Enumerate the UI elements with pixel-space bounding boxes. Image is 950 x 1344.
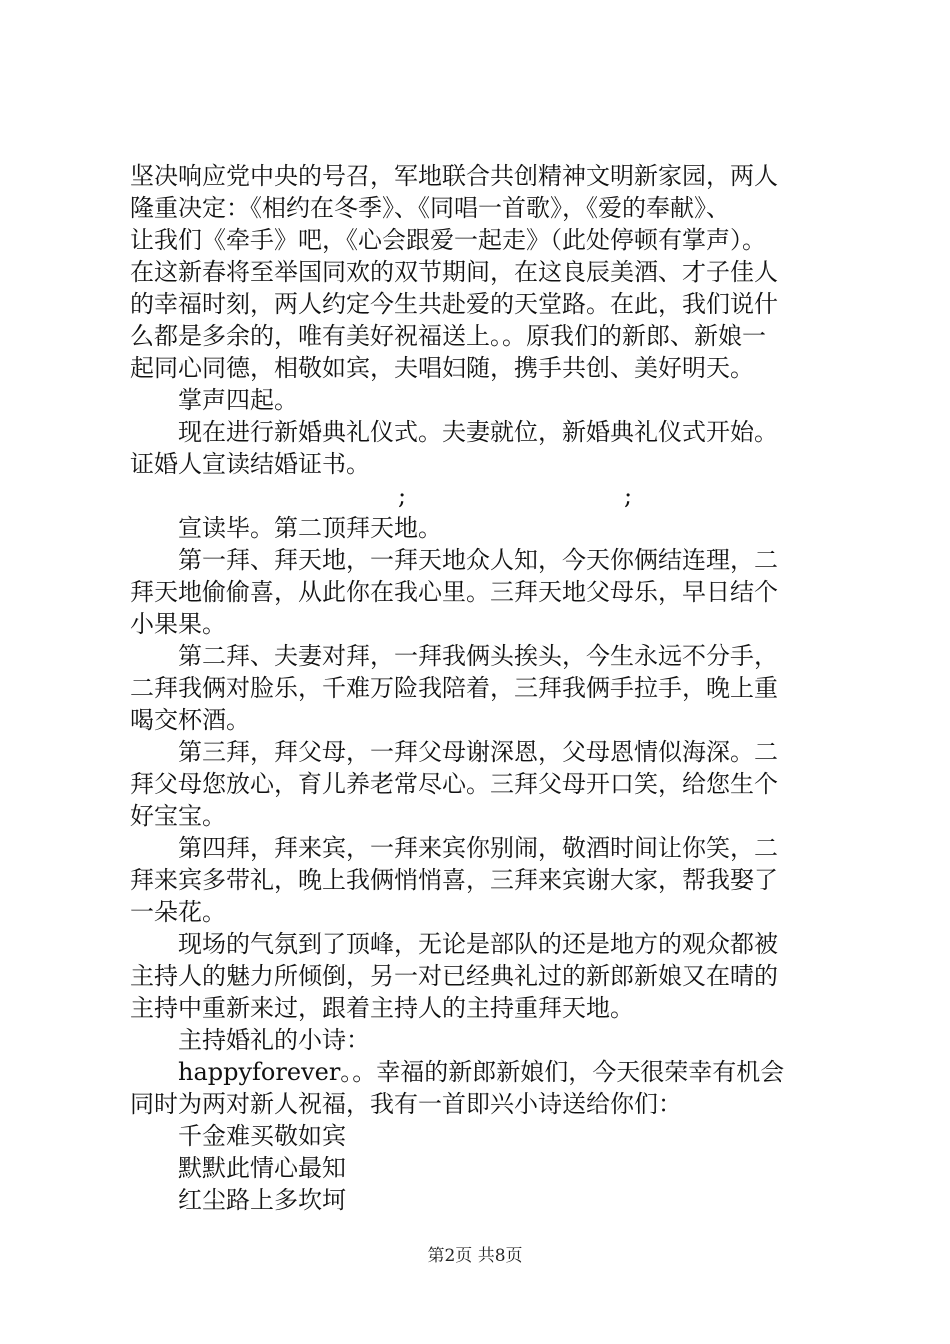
text-line: 在这新春将至举国同欢的双节期间，在这良辰美酒、才子佳人: [130, 258, 778, 286]
document-body: [130, 160, 850, 1216]
text-line: 喝交杯酒。: [130, 706, 250, 734]
page-footer: 第2页 共8页: [427, 1246, 523, 1266]
text-line: 么都是多余的，唯有美好祝福送上。。原我们的新郎、新娘一: [130, 322, 766, 350]
text-line: 二拜我俩对脸乐，千难万险我陪着，三拜我俩手拉手，晚上重: [130, 674, 778, 702]
text-line: 证婚人宣读结婚证书。: [130, 450, 370, 478]
semicolon: ;: [398, 482, 407, 510]
text-line: happyforever。。幸福的新郎新娘们，今天很荣幸有机会: [178, 1058, 785, 1086]
text-line: 坚决响应党中央的号召，军地联合共创精神文明新家园，两人: [130, 162, 778, 190]
text-line: 宣读毕。第二顶拜天地。: [178, 514, 442, 542]
text-line: 让我们《牵手》吧，《心会跟爱一起走》（此处停顿有掌声）。: [130, 226, 766, 254]
text-line: 主持中重新来过，跟着主持人的主持重拜天地。: [130, 994, 634, 1022]
semicolon: ;: [624, 482, 633, 510]
text-line: 千金难买敬如宾: [178, 1122, 346, 1150]
text-line: 拜父母您放心，育儿养老常尽心。三拜父母开口笑，给您生个: [130, 770, 778, 798]
text-line: 小果果。: [130, 610, 226, 638]
text-line: 拜来宾多带礼，晚上我俩悄悄喜，三拜来宾谢大家，帮我娶了: [130, 866, 778, 894]
text-line: 拜天地偷偷喜，从此你在我心里。三拜天地父母乐，早日结个: [130, 578, 778, 606]
text-line: 同时为两对新人祝福，我有一首即兴小诗送给你们：: [130, 1090, 682, 1118]
semicolon-row: [130, 480, 850, 512]
text-line: 主持婚礼的小诗：: [178, 1026, 370, 1054]
text-line: 红尘路上多坎坷: [178, 1186, 346, 1214]
text-line: 现场的气氛到了顶峰，无论是部队的还是地方的观众都被: [178, 930, 778, 958]
text-line: 掌声四起。: [178, 386, 298, 414]
text-line: 现在进行新婚典礼仪式。夫妻就位，新婚典礼仪式开始。: [178, 418, 778, 446]
text-line: 一朵花。: [130, 898, 226, 926]
text-line: 第一拜、拜天地，一拜天地众人知，今天你俩结连理，二: [178, 546, 778, 574]
text-line: 好宝宝。: [130, 802, 226, 830]
text-line: 主持人的魅力所倾倒，另一对已经典礼过的新郎新娘又在晴的: [130, 962, 778, 990]
text-line: 第三拜，拜父母，一拜父母谢深恩，父母恩情似海深。二: [178, 738, 778, 766]
text-line: 起同心同德，相敬如宾，夫唱妇随，携手共创、美好明天。: [130, 354, 754, 382]
text-line: 第四拜，拜来宾，一拜来宾你别闹，敬酒时间让你笑，二: [178, 834, 778, 862]
text-line: 的幸福时刻，两人约定今生共赴爱的天堂路。在此，我们说什: [130, 290, 778, 318]
text-line: 默默此情心最知: [178, 1154, 346, 1182]
text-line: 隆重决定：《相约在冬季》、《同唱一首歌》，《爱的奉献》、: [130, 194, 730, 222]
text-line: 第二拜、夫妻对拜，一拜我俩头挨头，今生永远不分手，: [178, 642, 778, 670]
